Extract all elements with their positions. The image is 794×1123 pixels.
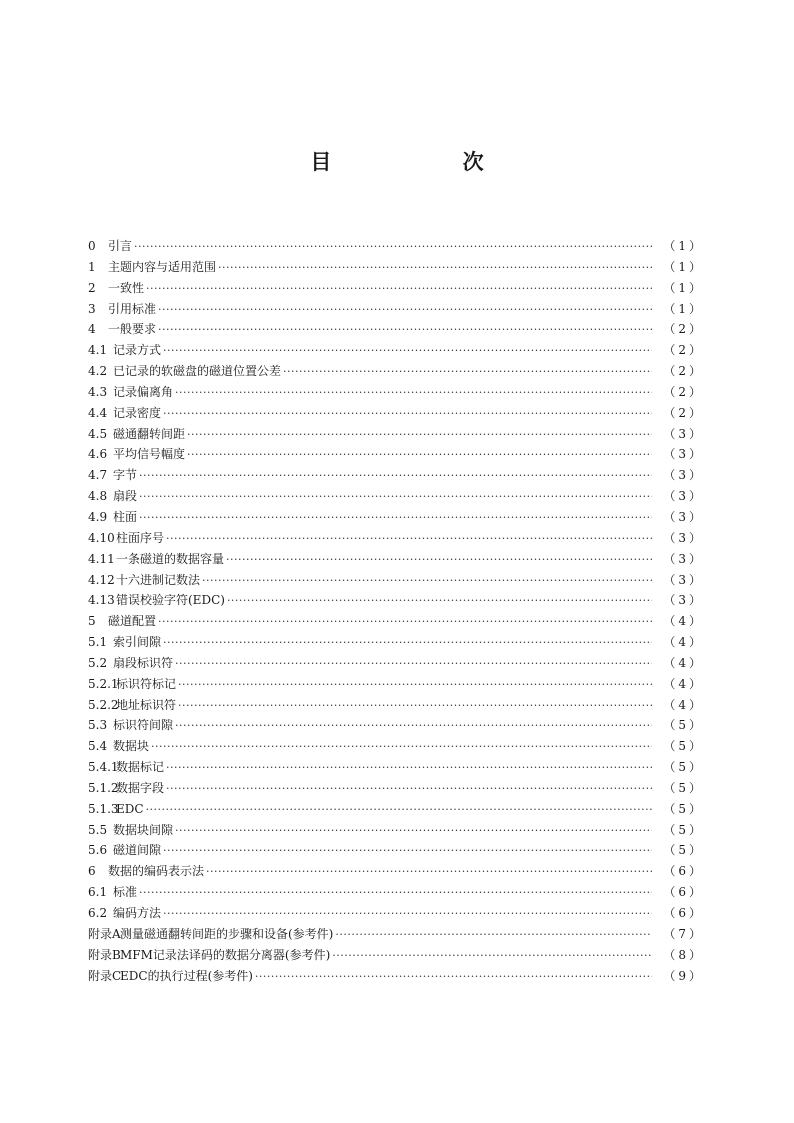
toc-entry-page: （6） [663,906,704,920]
toc-entry-title: 测量磁通翻转间距的步骤和设备(参考件) [120,926,334,941]
toc-entry[interactable] [88,424,704,445]
toc-entry-title: 记录方式 [113,343,162,358]
toc-entry-page: （1） [663,259,704,274]
toc-entry-number: 4.9 [88,509,108,524]
toc-entry[interactable] [88,465,704,486]
toc-entry-number: 4.6 [88,447,108,462]
table-of-contents [88,236,704,986]
dot-leader [227,591,652,612]
toc-entry-title: 记录偏离角 [113,384,174,399]
dot-leader [158,320,652,341]
toc-entry-page: （5） [663,739,704,754]
dot-leader [175,383,652,404]
toc-entry-title: 数据块 [113,739,150,754]
dot-leader [226,550,652,571]
toc-entry-number: 5 [88,614,96,629]
page-title: 目 次 [310,150,546,174]
toc-entry[interactable] [88,507,704,528]
toc-entry-number: 5.2.2 [88,697,119,712]
dot-leader [202,571,652,592]
toc-entry-number: 2 [88,280,96,295]
toc-entry-number: 4.3 [88,384,108,399]
toc-entry-page: （7） [663,926,704,941]
toc-entry-number: 3 [88,301,96,316]
toc-entry[interactable] [88,403,704,424]
toc-entry-page: （3） [663,447,704,462]
toc-entry-number: 5.3 [88,718,108,733]
toc-entry-page: （3） [663,489,704,504]
toc-entry[interactable] [88,257,704,278]
toc-entry-page: （2） [663,364,704,379]
toc-entry-title: 标识符间隙 [113,718,174,733]
toc-entry-title: 编码方法 [113,906,162,920]
toc-entry-title: 字节 [113,468,138,483]
toc-entry-page: （8） [663,947,704,962]
toc-entry-number: 4.8 [88,489,108,504]
toc-entry-page: （5） [663,843,704,858]
toc-entry-number: 4.2 [88,364,108,379]
toc-entry[interactable] [88,528,704,549]
toc-entry-page: （4） [663,635,704,650]
dot-leader [163,404,652,425]
toc-entry[interactable] [88,903,704,924]
toc-entry-title: 磁道配置 [108,614,157,629]
toc-entry[interactable] [88,924,704,945]
dot-leader [139,466,652,487]
toc-entry-title: 标准 [113,885,138,900]
dot-leader [166,529,652,550]
toc-entry-page: （2） [663,322,704,337]
toc-entry[interactable] [88,695,704,716]
dot-leader [163,841,652,862]
dot-leader [146,800,652,821]
toc-entry-number: 0 [88,239,96,253]
toc-entry-page: （3） [663,509,704,524]
toc-entry-number: 5.4.1 [88,760,119,775]
toc-entry-title: 一般要求 [108,322,157,337]
toc-entry-number: 4.5 [88,426,108,441]
toc-entry-number: 附录C [88,968,122,983]
toc-entry-title: 柱面 [113,509,138,524]
toc-entry[interactable] [88,653,704,674]
toc-entry-number: 6 [88,864,96,879]
toc-entry-title: 数据块间隙 [113,822,174,837]
toc-entry[interactable] [88,361,704,382]
toc-entry[interactable] [88,778,704,799]
toc-entry-title: 引用标准 [108,301,157,316]
toc-entry-title: 记录密度 [113,405,162,420]
toc-entry-title: 索引间隙 [113,635,162,650]
toc-entry[interactable] [88,236,704,257]
toc-entry-number: 5.6 [88,843,108,858]
dot-leader [332,946,652,967]
toc-entry-number: 4 [88,322,96,337]
toc-entry-title: 地址标识符 [116,697,177,712]
toc-entry-page: （4） [663,697,704,712]
toc-entry[interactable] [88,278,704,299]
toc-entry-title: EDC [116,801,144,816]
toc-entry-page: （3） [663,551,704,566]
dot-leader [158,300,652,321]
toc-entry-page: （5） [663,760,704,775]
toc-entry[interactable] [88,486,704,507]
toc-entry[interactable] [88,966,704,987]
toc-entry-page: （5） [663,718,704,733]
dot-leader [166,758,652,779]
dot-leader [175,821,652,842]
toc-entry-title: 已记录的软磁盘的磁道位置公差 [113,364,282,379]
toc-entry[interactable] [88,632,704,653]
toc-entry-page: （5） [663,822,704,837]
toc-entry-page: （3） [663,593,704,608]
dot-leader [146,279,652,300]
toc-entry[interactable] [88,570,704,591]
toc-entry-title: 错误校验字符(EDC) [116,593,225,608]
toc-entry-number: 4.10 [88,530,115,545]
toc-entry-number: 5.2.1 [88,676,119,691]
dot-leader [151,737,652,758]
toc-entry-title: 一条磁道的数据容量 [116,551,225,566]
toc-entry-page: （1） [663,280,704,295]
toc-entry-number: 5.5 [88,822,108,837]
dot-leader [175,654,652,675]
toc-entry-title: 一致性 [108,280,145,295]
toc-entry-number: 4.13 [88,593,115,608]
dot-leader [166,779,652,800]
dot-leader [218,258,652,279]
toc-entry-title: 标识符标记 [116,676,177,691]
dot-leader [255,967,652,988]
toc-entry-title: 扇段 [113,489,138,504]
toc-entry[interactable] [88,319,704,340]
toc-entry-title: 扇段标识符 [113,655,174,670]
toc-entry[interactable] [88,299,704,320]
toc-entry-number: 4.4 [88,405,108,420]
dot-leader [187,445,652,466]
toc-entry-title: 磁道间隙 [113,843,162,858]
toc-entry-title: 主题内容与适用范围 [108,259,217,274]
toc-entry-title: 平均信号幅度 [113,447,186,462]
dot-leader [139,508,652,529]
toc-entry-title: MFM记录法译码的数据分离器(参考件) [120,947,331,962]
dot-leader [139,487,652,508]
dot-leader [139,883,652,904]
toc-entry-number: 附录B [88,947,121,962]
dot-leader [178,696,652,717]
toc-entry[interactable] [88,611,704,632]
toc-entry-page: （3） [663,572,704,587]
toc-entry-number: 6.1 [88,885,108,900]
toc-entry-number: 5.1 [88,635,108,650]
toc-entry-title: 数据的编码表示法 [108,864,205,879]
toc-entry-number: 1 [88,259,96,274]
toc-entry-page: （6） [663,864,704,879]
toc-entry-page: （1） [663,301,704,316]
toc-entry-page: （3） [663,530,704,545]
toc-entry-title: EDC的执行过程(参考件) [120,968,253,983]
dot-leader [175,716,652,737]
toc-entry-page: （4） [663,676,704,691]
toc-entry-page: （2） [663,343,704,358]
dot-leader [187,425,652,446]
toc-entry-title: 数据标记 [116,760,165,775]
toc-entry[interactable] [88,861,704,882]
toc-entry[interactable] [88,799,704,820]
toc-entry-number: 4.7 [88,468,108,483]
dot-leader [158,612,652,633]
toc-entry-number: 5.4 [88,739,108,754]
toc-entry[interactable] [88,757,704,778]
toc-entry-number: 5.1.3 [88,801,119,816]
toc-entry-title: 磁通翻转间距 [113,426,186,441]
toc-entry-page: （6） [663,885,704,900]
toc-entry-title: 引言 [108,239,133,253]
toc-entry[interactable] [88,715,704,736]
toc-entry-number: 附录A [88,926,121,941]
toc-entry-page: （3） [663,426,704,441]
toc-entry-number: 5.2 [88,655,108,670]
toc-entry-page: （2） [663,405,704,420]
toc-entry-page: （3） [663,468,704,483]
toc-entry[interactable] [88,590,704,611]
toc-entry-page: （2） [663,384,704,399]
toc-entry-title: 十六进制记数法 [116,572,201,587]
toc-entry[interactable] [88,820,704,841]
toc-entry[interactable] [88,382,704,403]
dot-leader [163,904,652,925]
toc-entry-number: 5.1.2 [88,780,119,795]
toc-entry[interactable] [88,340,704,361]
toc-entry[interactable] [88,674,704,695]
dot-leader [283,362,652,383]
dot-leader [134,237,652,258]
toc-entry-page: （4） [663,614,704,629]
dot-leader [163,633,652,654]
toc-entry[interactable] [88,549,704,570]
dot-leader [335,925,652,946]
toc-entry-page: （9） [663,968,704,983]
toc-entry[interactable] [88,444,704,465]
toc-entry-page: （4） [663,655,704,670]
toc-entry-page: （5） [663,780,704,795]
toc-entry-number: 4.12 [88,572,115,587]
toc-entry-title: 柱面序号 [116,530,165,545]
toc-entry[interactable] [88,882,704,903]
toc-entry-page: （1） [663,239,704,253]
dot-leader [178,675,652,696]
toc-entry-number: 6.2 [88,906,108,920]
dot-leader [206,862,652,883]
toc-entry[interactable] [88,736,704,757]
toc-entry-number: 4.11 [88,551,115,566]
toc-entry[interactable] [88,945,704,966]
toc-entry[interactable] [88,840,704,861]
dot-leader [163,341,652,362]
toc-entry-page: （5） [663,801,704,816]
toc-entry-number: 4.1 [88,343,108,358]
toc-entry-title: 数据字段 [116,780,165,795]
